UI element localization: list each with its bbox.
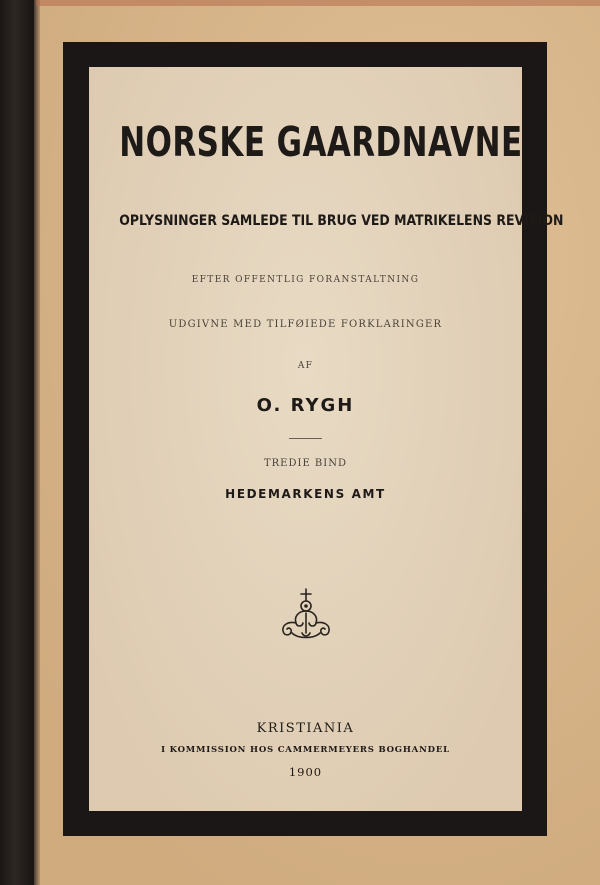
- book-subtitle: OPLYSNINGER SAMLEDE TIL BRUG VED MATRIKELENS REVISION: [119, 213, 564, 229]
- publication-note: EFTER OFFENTLIG FORANSTALTNING: [191, 275, 420, 285]
- spine-edge: [34, 0, 40, 885]
- author-name: O. RYGH: [256, 395, 355, 416]
- edition-note: UDGIVNE MED TILFØIEDE FORKLARINGER: [168, 319, 443, 330]
- county-title: HEDEMARKENS AMT: [225, 487, 386, 501]
- publication-year: 1900: [288, 765, 323, 779]
- divider-rule: [289, 438, 322, 439]
- top-edge-stain: [36, 0, 600, 6]
- fleuron-ornament-icon: [278, 587, 334, 641]
- by-label: AF: [297, 361, 314, 371]
- book-title: NORSKE GAARDNAVNE: [119, 119, 523, 167]
- title-page: [89, 67, 564, 811]
- publisher-line: I KOMMISSION HOS CAMMERMEYERS BOGHANDEL: [161, 745, 450, 755]
- volume-label: TREDIE BIND: [263, 458, 347, 469]
- place-of-publication: KRISTIANIA: [256, 721, 355, 736]
- book-spine: [0, 0, 36, 885]
